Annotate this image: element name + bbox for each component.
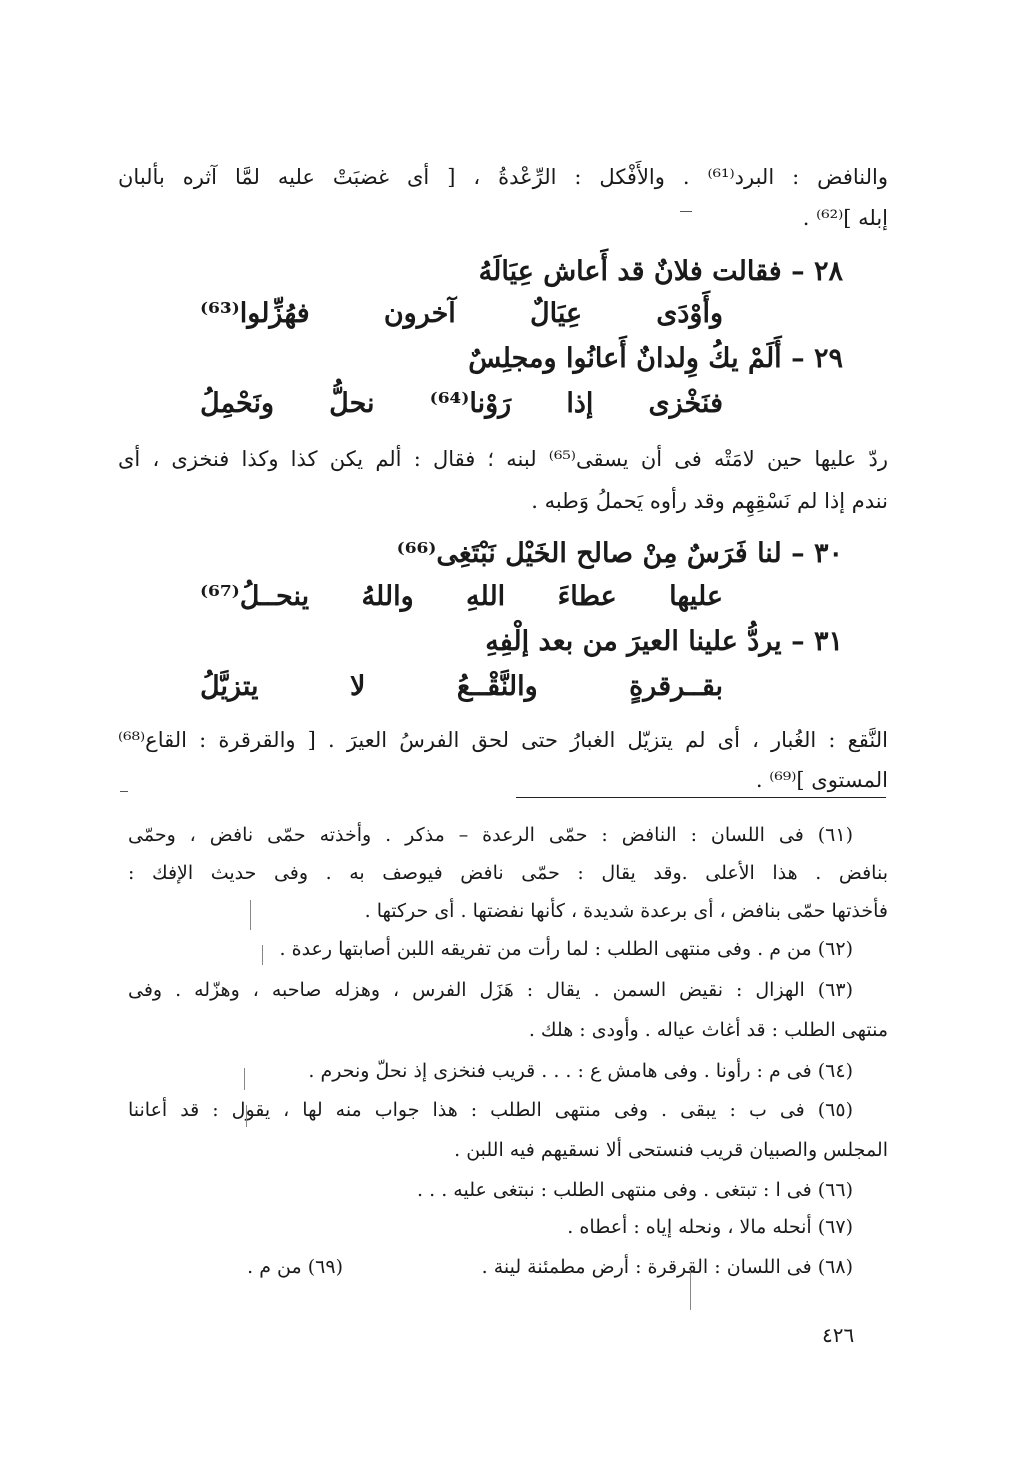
- footnote-61: (٦١) فى اللسان : النافض : حمّى الرعدة – مذكر . وأخذته حمّى نافض ، وحمّى: [128, 824, 853, 846]
- verse-30-second-hemistich: عليها عطاءَ اللهِ واللهُ ينحــلُ⁽⁶⁷⁾: [200, 581, 723, 612]
- footnote-65-cont: المجلس والصبيان قريب فنستحى ألا نسقيهم فيه اللبن .: [454, 1139, 888, 1161]
- verse-28-first-hemistich: ٢٨ – فقالت فلانٌ قد أَعاش عِيَالَهُ: [478, 256, 843, 287]
- page-number: ٤٢٦: [822, 1323, 855, 1347]
- footnote-separator: [516, 797, 886, 798]
- prose-line: والنافض : البرد⁽⁶¹⁾ . والأَفْكل : الرِّعْدةُ ، [ أى غضبَتْ عليه لمَّا آثره بألبان: [118, 165, 888, 189]
- footnote-65: (٦٥) فى ب : يبقى . وفى منتهى الطلب : هذا جواب منه لها ، يقول : قد أعاننا: [128, 1099, 853, 1121]
- scan-artifact: [250, 900, 251, 930]
- scan-artifact: [680, 211, 692, 212]
- prose-line: النَّقع : الغُبار ، أى لم يتزيّل الغبارُ حتى لحق الفرسُ العيرَ . [ والقرقرة : القاع⁽⁶⁸⁾: [118, 728, 888, 752]
- footnote-63: (٦٣) الهزال : نقيض السمن . يقال : هَزَل الفرس ، وهزله صاحبه ، وهزّله . وفى: [128, 979, 853, 1001]
- prose-line: نندم إذا لم نَسْقِهِم وقد رأوه يَحملُ وَطبه .: [531, 489, 888, 513]
- prose-line: المستوى ]⁽⁶⁹⁾ .: [755, 768, 888, 792]
- footnote-61-cont: فأخذتها حمّى بنافض ، أى برعدة شديدة ، كأنها نفضتها . أى حركتها .: [364, 900, 888, 922]
- footnote-62: (٦٢) من م . وفى منتهى الطلب : لما رأت من تفريقه اللبن أصابتها رعدة .: [279, 938, 853, 960]
- footnote-61-cont: بنافض . هذا الأعلى .وقد يقال : حمّى نافض فيوصف به . وفى حديث الإفك :: [128, 862, 888, 884]
- footnote-68: (٦٨) فى اللسان : القرقرة : أرض مطمئنة لينة .: [481, 1256, 853, 1278]
- scan-artifact: [262, 945, 263, 965]
- footnote-67: (٦٧) أنحله مالا ، ونحله إياه : أعطاه .: [567, 1216, 853, 1238]
- prose-line: إبله ]⁽⁶²⁾ .: [802, 206, 888, 230]
- scan-artifact: [690, 1270, 691, 1310]
- verse-28-second-hemistich: وأَوْدَى عِيَالٌ آخرون فهُزِّلوا⁽⁶³⁾: [200, 298, 723, 329]
- footnote-66: (٦٦) فى ا : تبتغى . وفى منتهى الطلب : نبتغى عليه . . .: [417, 1179, 853, 1201]
- scan-artifact: [246, 1105, 247, 1127]
- verse-31-first-hemistich: ٣١ – يردُّ علينا العيرَ من بعد إلْفِهِ: [485, 626, 843, 657]
- verse-29-first-hemistich: ٢٩ – أَلَمْ يكُ وِلدانٌ أَعانُوا ومجلِسٌ: [468, 343, 843, 374]
- scan-artifact: [120, 791, 128, 792]
- verse-31-second-hemistich: بقــرقرةٍ والنَّقْــعُ لا يتزيَّلُ: [200, 671, 723, 702]
- footnote-64: (٦٤) فى م : رأونا . وفى هامش ع : . . . قريب فنخزى إذ نحلّ ونحرم .: [308, 1060, 853, 1082]
- verse-29-second-hemistich: فنَخْزى إذا رَوْنا⁽⁶⁴⁾ نحلُّ ونَحْمِلُ: [200, 388, 723, 419]
- footnote-69: (٦٩) من م .: [247, 1256, 343, 1278]
- scan-artifact: [244, 1068, 245, 1090]
- footnote-63-cont: منتهى الطلب : قد أغاث عياله . وأودى : هلك .: [528, 1019, 888, 1041]
- verse-30-first-hemistich: ٣٠ – لنا فَرَسٌ مِنْ صالح الخَيْل نَبْتَغِى⁽⁶⁶⁾: [396, 538, 843, 569]
- prose-line: ردّ عليها حين لامَتْه فى أن يسقى⁽⁶⁵⁾ لبنه ؛ فقال : ألم يكن كذا وكذا فنخزى ، أى: [118, 447, 888, 471]
